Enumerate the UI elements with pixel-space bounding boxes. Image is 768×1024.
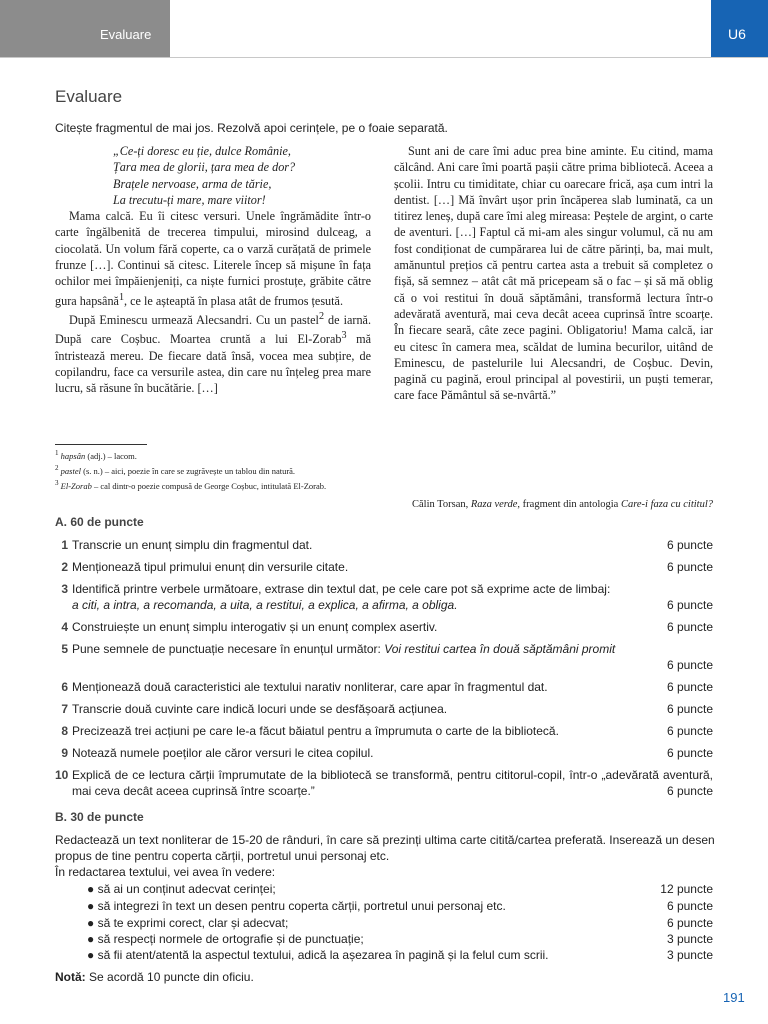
verse-line: „Ce-ți doresc eu ție, dulce Românie, xyxy=(113,144,291,158)
page-number: 191 xyxy=(723,990,745,1005)
footnote-ref: 1 xyxy=(118,291,125,303)
footnote-ref: 2 xyxy=(318,311,325,323)
paragraph: Mama calcă. Eu îi citesc versuri. Unele îngrămădite într-o carte îngălbenită de trecerea timpului, mirosind dulceag, a ciocolată. Un volum fără coperte, ca o varză curățată de primele frunze […]. Continui să citesc. Literele încep să mișune în fața ochilor mei împăienjeniți, ca niște furnici prostuțe, grăbite către gura hapsână$^1$, ce le așteaptă în plasa atât de frumos țesută. xyxy=(55,209,371,308)
footnotes xyxy=(55,447,375,491)
source-citation: Călin Torsan, Raza verde, fragment din antologia Care-i faza cu cititul? xyxy=(412,499,713,510)
section-b-lead: În redactarea textului, vei avea în vedere: xyxy=(55,865,276,879)
section-a-title: A. 60 de puncte xyxy=(55,515,144,529)
footnote-divider xyxy=(55,444,147,445)
unit-label: U6 xyxy=(728,26,746,42)
exercise-item: 3 Identifică printre verbele următoare, extrase din textul dat, pe cele care pot să exprime acte de limbaj: a citi, a intra, a recomanda, a uita, a restitui, a explica, a afirma, a obliga. 6 puncte xyxy=(61,582,713,612)
exercise-item: 10 Explică de ce lectura cărții împrumutate de la bibliotecă se transformă, pentru cititorul-copil, într-o „adevărată aventură, mai ceva decât aceea cuprinsă între scoarțe.” 6 puncte xyxy=(55,768,713,798)
exercise-item: 7 Transcrie două cuvinte care indică locuri unde se desfășoară acțiunea. 6 puncte xyxy=(61,702,713,716)
header-section-tab xyxy=(0,0,170,57)
criterion: ● să ai un conținut adecvat cerinței; 12 puncte xyxy=(87,882,713,896)
exercise-item: 5 Pune semnele de punctuație necesare în enunțul următor: Voi restitui cartea în două săptămâni promit 6 puncte xyxy=(61,642,713,672)
exercise-item: 2 Menționează tipul primului enunț din versurile citate. 6 puncte xyxy=(61,560,713,574)
exercise-item: 1 Transcrie un enunț simplu din fragmentul dat. 6 puncte xyxy=(61,538,713,552)
header-section-label: Evaluare xyxy=(100,27,152,42)
paragraph: Sunt ani de care îmi aduc prea bine aminte. Eu citind, mama călcând. Ani care îmi poartă pașii către prima bibliotecă. Aceea a școlii. Intru cu timiditate, chiar cu oarecare frică, așa cum intri la dentist. […] Mă învârt ușor prin încăperea slab luminată, ca un titirez leneș, după care îmi aleg mireasa: Peștele de argint, o carte de aventuri. […] Faptul că mi-am ales singur volumul, că nu am fost condiționat de cumpărarea lui de către părinți, ba, mai mult, amănuntul prețios că pentru cartea asta a trebuit să completez o fișă, să semnez – atât cât mă pricepeam să o fac – și să mă oblig că o voi restitui în două săptămâni, transformă lectura într-o adevărată aventură, mai ceva decât aceea cuprinsă între scoarțe. În fiecare seară, câte zece pagini. Obligatoriu! Mama calcă, iar eu citesc în camera mea, scăldat de lumina becurilor, uitând de Eminescu, de pastelurile lui Alecsandri, de Coșbuc. Devin, pagină cu pagină, eroul principal al povestirii, un puști temerar, care face Pământul să se-nvârtă.” xyxy=(394,144,713,403)
text-right-column xyxy=(394,143,713,404)
criterion: ● să integrezi în text un desen pentru coperta cărții, portretul unui personaj etc. 6 puncte xyxy=(87,899,713,913)
paragraph: După Eminescu urmează Alecsandri. Cu un pastel$^2$ de iarnă. După care Coșbuc. Moartea cruntă a lui El-Zorab$^3$ mă întristează mereu. De fiecare dată însă, vocea mea subțire, de copilandru, face ca versurile astea, din care nu înțeleg prea mare lucru, să răsune în bucătărie. […] xyxy=(55,311,371,396)
note: Notă: Se acordă 10 puncte din oficiu. xyxy=(55,970,254,984)
verse-line: La trecutu-ți mare, mare viitor! xyxy=(113,192,266,207)
exercise-item: 4 Construiește un enunț simplu interogativ și un enunț complex asertiv. 6 puncte xyxy=(61,620,713,634)
page-title: Evaluare xyxy=(55,87,123,106)
criterion: ● să te exprimi corect, clar și adecvat; 6 puncte xyxy=(87,916,713,930)
unit-badge xyxy=(711,0,768,57)
criterion: ● să fii atent/atentă la aspectul textului, adică la așezarea în pagină și la felul cum scrii. 3 puncte xyxy=(87,948,713,962)
footnote: $^1$ hapsân (adj.) – lacom. xyxy=(55,449,137,461)
exercise-item: 6 Menționează două caracteristici ale textului narativ nonliterar, care apar în fragmentul dat. 6 puncte xyxy=(61,680,713,694)
verse-line: Brațele nervoase, arma de tărie, xyxy=(113,176,272,191)
verse-line: Țara mea de glorii, țara mea de dor? xyxy=(113,160,296,175)
instructions: Citește fragmentul de mai jos. Rezolvă apoi cerințele, pe o foaie separată. xyxy=(55,121,448,135)
section-b-title: B. 30 de puncte xyxy=(55,810,144,824)
footnote: $^3$ El-Zorab – cal dintr-o poezie compusă de George Coșbuc, intitulată El-Zorab. xyxy=(55,478,327,491)
section-b-task: Redactează un text nonliterar de 15-20 de rânduri, în care să prezinți ultima carte citită/cartea preferată. Inserează un desen propus de tine pentru coperta cărții, portretul unui personaj etc. xyxy=(55,833,715,863)
footnote-ref: 3 xyxy=(341,330,347,342)
exercise-item: 9 Notează numele poeților ale căror versuri le citea copilul. 6 puncte xyxy=(61,746,713,760)
criterion: ● să respecți normele de ortografie și de punctuație; 3 puncte xyxy=(87,932,713,946)
text-left-column xyxy=(55,143,371,397)
footnote: $^2$ pastel (s. n.) – aici, poezie în care se zugrăvește un tablou din natură. xyxy=(55,463,296,476)
exercise-item: 8 Precizează trei acțiuni pe care le-a făcut băiatul pentru a împrumuta o carte de la bibliotecă. 6 puncte xyxy=(61,724,713,738)
header-divider xyxy=(0,57,768,58)
